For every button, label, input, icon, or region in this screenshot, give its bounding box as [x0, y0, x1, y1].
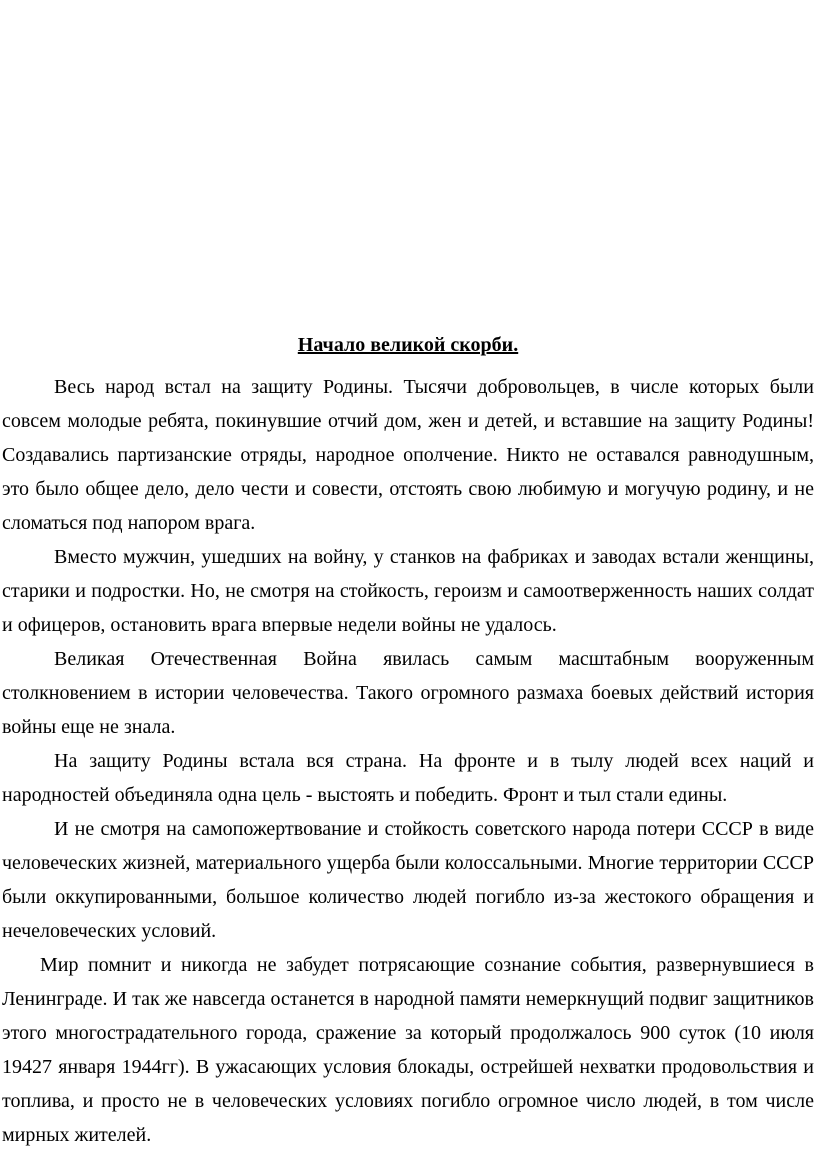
paragraph-3: Великая Отечественная Война явилась самым масштабным вооруженным столкновением в истории человечества. Такого огромного размаха боевых действий история войны еще не знала. — [2, 648, 814, 738]
paragraph-6: Мир помнит и никогда не забудет потрясающие сознание события, развернувшиеся в Ленинграде. И так же навсегда останется в народной памяти немеркнущий подвиг защитников этого многострадательного города, сражение за который продолжалось 900 суток (10 июля 19427 января 1944гг). В ужасающих условия блокады, острейшей нехватки продовольствия и топлива, и просто не в человеческих условиях погибло огромное число людей, в том числе мирных жителей. — [2, 954, 814, 1146]
paragraph-2: Вместо мужчин, ушедших на войну, у станков на фабриках и заводах встали женщины, старики и подростки. Но, не смотря на стойкость, героизм и самоотверженность наших солдат и офицеров, остановить врага впервые недели войны не удалось. — [2, 546, 814, 636]
paragraph-1: Весь народ встал на защиту Родины. Тысячи добровольцев, в числе которых были совсем молодые ребята, покинувшие отчий дом, жен и детей, и вставшие на защиту Родины! Создавались партизанские отряды, народное ополчение. Никто не оставался равнодушным, это было общее дело, дело чести и совести, отстоять свою любимую и могучую родину, и не сломаться под напором врага. — [2, 376, 814, 534]
page-title: Начало великой скорби. — [297, 334, 519, 356]
paragraph-4: На защиту Родины встала вся страна. На фронте и в тылу людей всех наций и народностей объединяла одна цель - выстоять и победить. Фронт и тыл стали едины. — [2, 750, 814, 806]
document-body — [2, 370, 814, 1152]
paragraph-5: И не смотря на самопожертвование и стойкость советского народа потери СССР в виде человеческих жизней, материального ущерба были колоссальными. Многие территории СССР были оккупированными, большое количество людей погибло из-за жестокого обращения и нечеловеческих условий. — [2, 818, 814, 942]
